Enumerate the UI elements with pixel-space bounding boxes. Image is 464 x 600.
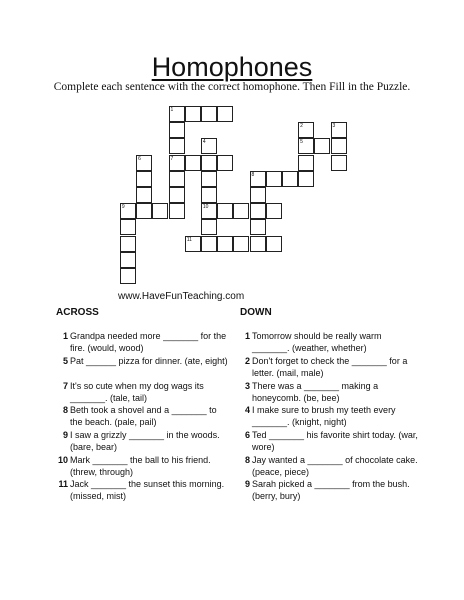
grid-cell[interactable]	[233, 236, 249, 252]
grid-cell[interactable]	[136, 171, 152, 187]
grid-cell[interactable]	[250, 219, 266, 235]
grid-cell[interactable]	[314, 138, 330, 154]
title-text: Homophones	[151, 52, 313, 82]
grid-cell[interactable]	[201, 219, 217, 235]
cell-number: 9	[121, 204, 125, 211]
cell-number: 3	[332, 123, 336, 130]
cell-number: 1	[170, 107, 174, 113]
clue-text: I saw a grizzly _______ in the woods. (bare, bear)	[70, 430, 220, 452]
clue-number: 9	[244, 479, 250, 489]
clue-number: 8	[244, 455, 250, 465]
grid-cell[interactable]	[201, 155, 217, 171]
clue-number: 8	[62, 405, 68, 415]
cell-number: 2	[300, 123, 303, 130]
grid-cell[interactable]	[201, 236, 217, 252]
grid-cell[interactable]	[331, 122, 347, 138]
grid-cell[interactable]	[298, 155, 314, 171]
grid-cell[interactable]	[136, 155, 152, 171]
grid-cell[interactable]	[120, 219, 136, 235]
grid-cell[interactable]	[169, 171, 185, 187]
clue-text: Jay wanted a _______ of chocolate cake. (peace, piece)	[252, 455, 418, 477]
grid-cell[interactable]	[282, 171, 298, 187]
clue-number: 1	[244, 331, 250, 341]
clue-number: 4	[244, 405, 250, 415]
grid-cell[interactable]	[201, 106, 217, 122]
grid-cell[interactable]	[120, 268, 136, 284]
grid-cell[interactable]	[169, 106, 185, 122]
grid-cell[interactable]	[201, 138, 217, 154]
grid-cell[interactable]	[250, 236, 266, 252]
clue-number: 9	[62, 430, 68, 440]
grid-cell[interactable]	[217, 236, 233, 252]
grid-cell[interactable]	[331, 138, 347, 154]
clue-number: 11	[58, 479, 68, 489]
clue-text: I make sure to brush my teeth every _______. (knight, night)	[252, 405, 396, 427]
grid-cell[interactable]	[120, 236, 136, 252]
grid-cell[interactable]	[298, 122, 314, 138]
clue-number: 10	[57, 455, 68, 465]
cell-number: 10	[202, 204, 209, 211]
cell-number: 5	[300, 139, 303, 146]
clue-text: Pat ______ pizza for dinner. (ate, eight)	[70, 356, 228, 366]
grid-cell[interactable]	[250, 171, 266, 187]
clue-text: Grandpa needed more _______ for the fire. (would, wood)	[70, 331, 227, 353]
grid-cell[interactable]	[120, 252, 136, 268]
grid-cell[interactable]	[266, 203, 282, 219]
grid-cell[interactable]	[217, 155, 233, 171]
grid-cell[interactable]	[185, 106, 201, 122]
clue-text: It's so cute when my dog wags its _______. (tale, tail)	[70, 381, 204, 403]
grid-cell[interactable]	[169, 155, 185, 171]
instructions: Complete each sentence with the correct homophone. Then Fill in the Puzzle.	[53, 81, 411, 93]
clue-text: Jack _______ the sunset this morning. (missed, mist)	[70, 479, 225, 501]
grid-cell[interactable]	[266, 171, 282, 187]
grid-cell[interactable]	[169, 203, 185, 219]
cell-number: 8	[251, 171, 255, 178]
grid-cell[interactable]	[185, 155, 201, 171]
cell-number: 4	[202, 139, 206, 146]
grid-cell[interactable]	[136, 203, 152, 219]
clue-text: There was a _______ making a honeycomb. (be, bee)	[252, 381, 379, 403]
grid-cell[interactable]	[169, 138, 185, 154]
clue-text: Sarah picked a _______ from the bush. (berry, bury)	[252, 479, 410, 501]
cell-number: 6	[138, 155, 141, 162]
clue-text: Tomorrow should be really warm _______. (weather, whether)	[252, 331, 382, 353]
grid-cell[interactable]	[250, 203, 266, 219]
grid-cell[interactable]	[250, 187, 266, 203]
clue-text: Don't forget to check the _______ for a letter. (mail, male)	[252, 356, 408, 378]
across-heading: ACROSS	[56, 307, 99, 318]
clue-number: 7	[62, 381, 68, 391]
grid-cell[interactable]	[266, 236, 282, 252]
grid-cell[interactable]	[136, 187, 152, 203]
clue-number: 3	[244, 381, 250, 391]
grid-cell[interactable]	[298, 171, 314, 187]
clue-text: Mark _______ the ball to his friend. (threw, through)	[70, 455, 211, 477]
clue-number: 1	[62, 331, 68, 341]
grid-cell[interactable]	[185, 236, 201, 252]
clue-text: Beth took a shovel and a _______ to the beach. (pale, pail)	[70, 405, 217, 427]
clue-number: 5	[62, 356, 68, 366]
grid-cell[interactable]	[169, 187, 185, 203]
grid-cell[interactable]	[217, 106, 233, 122]
cell-number: 7	[170, 155, 174, 162]
clue-text: Ted _______ his favorite shirt today. (war, wore)	[252, 430, 418, 452]
cell-number: 11	[186, 236, 192, 243]
clue-number: 6	[244, 430, 250, 440]
grid-cell[interactable]	[217, 203, 233, 219]
grid-cell[interactable]	[201, 187, 217, 203]
website-url: www.HaveFunTeaching.com	[118, 291, 245, 302]
clue-number: 2	[244, 356, 250, 366]
grid-cell[interactable]	[331, 155, 347, 171]
grid-cell[interactable]	[233, 203, 249, 219]
grid-cell[interactable]	[201, 203, 217, 219]
grid-cell[interactable]	[152, 203, 168, 219]
grid-cell[interactable]	[298, 138, 314, 154]
grid-cell[interactable]	[120, 203, 136, 219]
grid-cell[interactable]	[169, 122, 185, 138]
grid-cell[interactable]	[201, 171, 217, 187]
down-heading: DOWN	[240, 307, 272, 318]
